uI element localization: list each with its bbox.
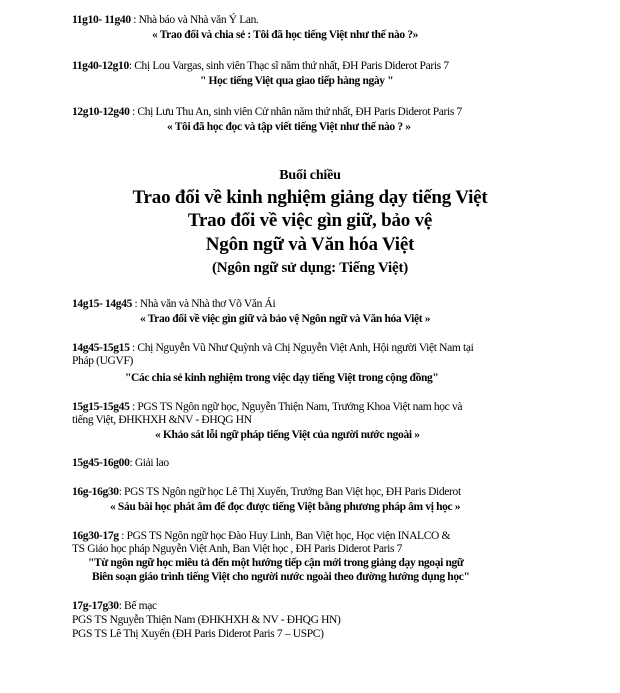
time-slot: 14g15- 14g45	[72, 298, 133, 310]
agenda-entry	[72, 457, 169, 469]
speaker-text: : Chị Nguyễn Vũ Như Quỳnh và Chị Nguyễn Việt Anh, Hội người Việt Nam tại	[129, 342, 474, 354]
agenda-entry	[72, 486, 461, 498]
topic-text: "Các chia sẻ kinh nghiệm trong việc dạy tiếng Việt trong cộng đồng"	[125, 372, 439, 384]
time-slot: 11g40-12g10	[72, 60, 129, 72]
agenda-entry	[72, 530, 450, 542]
time-slot: 11g10- 11g40	[72, 14, 131, 26]
time-slot: 16g-16g30	[72, 486, 119, 498]
agenda-entry	[72, 14, 259, 26]
time-slot: 15g15-15g45	[72, 401, 130, 413]
speaker-text: : Nhà văn và Nhà thơ Võ Văn Ái	[132, 298, 276, 310]
afternoon-title-line-3: Ngôn ngữ và Văn hóa Việt	[205, 234, 415, 255]
time-slot: 15g45-16g00	[72, 457, 130, 469]
topic-text: « Sáu bài học phát âm để đọc được tiếng Việt bằng phương pháp âm vị học »	[110, 501, 461, 513]
speaker-text: : Nhà báo và Nhà văn Ý Lan.	[130, 14, 259, 26]
topic-text: « Tôi đã học đọc và tập viết tiếng Việt như thế nào ? »	[167, 121, 411, 133]
agenda-entry	[72, 342, 473, 354]
agenda-entry	[72, 106, 462, 118]
language-note: (Ngôn ngữ sử dụng: Tiếng Việt)	[211, 260, 409, 276]
speaker-text-continued: TS Giáo học pháp Nguyễn Việt Anh, Ban Việt học , ĐH Paris Diderot Paris 7	[72, 543, 403, 555]
agenda-entry	[72, 401, 462, 413]
speaker-text-continued: Pháp (UGVF)	[72, 355, 133, 367]
afternoon-title-line-2: Trao đổi về việc gìn giữ, bảo vệ	[187, 210, 433, 231]
topic-text: "Từ ngôn ngữ học miêu tả đến một hướng tiếp cận mới trong giảng dạy ngoại ngữ	[88, 557, 464, 569]
topic-text: « Khảo sát lỗi ngữ pháp tiếng Việt của người nước ngoài »	[155, 429, 420, 441]
agenda-entry	[72, 60, 449, 72]
topic-text-continued: Biên soạn giáo trình tiếng Việt cho người nước ngoài theo đường hướng dụng học"	[92, 571, 470, 583]
afternoon-title-line-1: Trao đổi về kinh nghiệm giảng dạy tiếng Việt	[132, 187, 488, 208]
speaker-text: : Chị Lưu Thu An, sinh viên Cử nhân năm thứ nhất, ĐH Paris Diderot Paris 7	[129, 106, 462, 118]
speaker-text: : PGS TS Ngôn ngữ học Đào Huy Linh, Ban Việt học, Học viện INALCO &	[118, 530, 451, 542]
time-slot: 14g45-15g15	[72, 342, 130, 354]
topic-text: " Học tiếng Việt qua giao tiếp hàng ngày "	[200, 75, 394, 87]
speaker-text: : Giải lao	[129, 457, 169, 469]
agenda-entry	[72, 600, 157, 612]
afternoon-label: Buổi chiều	[279, 168, 341, 183]
closing-speaker-2: PGS TS Lê Thị Xuyến (ĐH Paris Diderot Paris 7 – USPC)	[72, 628, 324, 640]
speaker-text: : PGS TS Ngôn ngữ học Lê Thị Xuyến, Trưởng Ban Việt học, ĐH Paris Diderot	[118, 486, 461, 498]
speaker-text-continued: tiếng Việt, ĐHKHXH &NV - ĐHQG HN	[72, 414, 252, 426]
time-slot: 16g30-17g	[72, 530, 119, 542]
topic-text: « Trao đổi và chia sẻ : Tôi đã học tiếng Việt như thế nào ?»	[152, 29, 419, 41]
time-slot: 12g10-12g40	[72, 106, 130, 118]
agenda-entry	[72, 298, 275, 310]
topic-text: « Trao đổi về việc gìn giữ và bảo vệ Ngôn ngữ và Văn hóa Việt »	[140, 313, 431, 325]
speaker-text: : PGS TS Ngôn ngữ học, Nguyễn Thiện Nam, Trưởng Khoa Việt nam học và	[129, 401, 463, 413]
time-slot: 17g-17g30	[72, 600, 119, 612]
closing-speaker-1: PGS TS Nguyễn Thiện Nam (ĐHKHXH & NV - ĐHQG HN)	[72, 614, 341, 626]
speaker-text: : Chị Lou Vargas, sinh viên Thạc sĩ năm thứ nhất, ĐH Paris Diderot Paris 7	[128, 60, 449, 72]
speaker-text: : Bế mạc	[118, 600, 157, 612]
